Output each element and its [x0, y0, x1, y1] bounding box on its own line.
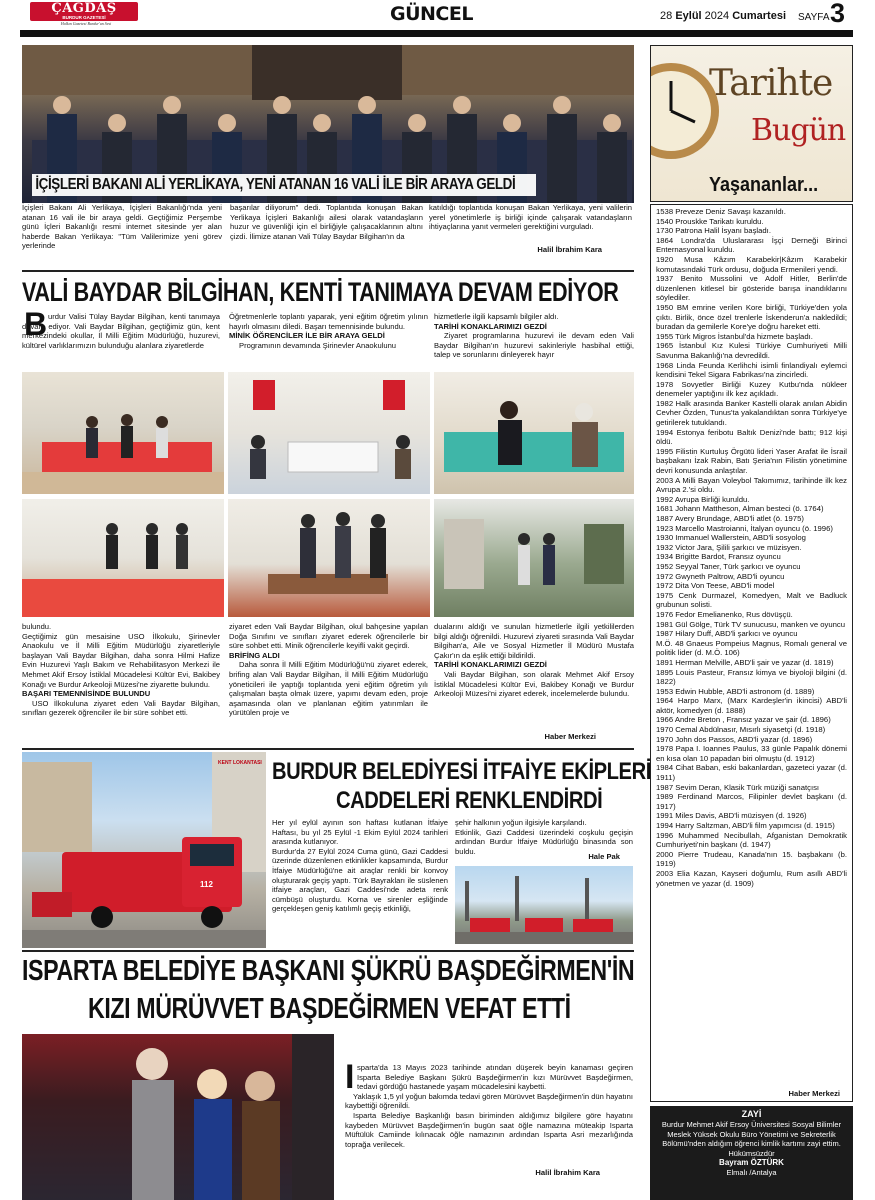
- article2-col2-bottom-text: ziyaret eden Vali Baydar Bilgihan, okul bahçesine yapılan Doğa Sınıfını ve sınıfları ziyaret ederek öğrencilerle bir süre sohbet etti. Minik öğrencilerle keyifli vakit geçirdi.: [229, 622, 428, 651]
- article2-col3-bottom-text: dualarını aldığı ve sunulan hizmetlerle ilgili yetkililerden bilgi aldığı öğrenildi. Huzurevi ziyareti sırasında Vali Baydar Bilgihan'a, Aile ve Sosyal Hizmetler İl Müdürü Mustafa Çakır'ın da eşlik ettiği bildirildi.: [434, 622, 634, 660]
- person-head: [108, 114, 126, 132]
- article2-col1-bottom-b: USO İlkokuluna ziyaret eden Vali Baydar Bilgihan, sınıfları gezerek öğrenciler ile bir süre sohbet etti.: [22, 698, 220, 718]
- article3-col2: şehir halkının yoğun ilgisiyle karşılandı. Etkinlik, Gazi Caddesi üzerindeki coşkulu geçişin ardından Burdur İtfaiye Müdürlüğü binasında son buldu.: [455, 818, 633, 856]
- history-event: 1972 Dita Von Teese, ABD'li model: [656, 581, 775, 591]
- family-illustration: [22, 1034, 334, 1200]
- sidebar-title-line1: Tarihte: [709, 63, 833, 104]
- history-event: 1923 Marcello Mastroianni, İtalyan oyuncu (ö. 1996): [656, 523, 833, 533]
- history-event: 1920 Musa Kâzım Karabekir|Kâzım Karabekir komutasındaki Türk ordusu, doğuda Ermenileri yendi.: [656, 254, 847, 274]
- person-head: [603, 114, 621, 132]
- museum-garden-illustration: [434, 499, 634, 617]
- section-title: GÜNCEL: [390, 3, 473, 25]
- person-body: [597, 132, 627, 203]
- article1-signature: Halil İbrahim Kara: [537, 245, 602, 254]
- article2-col2-top-b: Programının devamında Şirinevler Anaokulunu: [239, 340, 397, 350]
- article2-col2-top-text: Öğretmenlerle toplantı yaparak, yeni eğitim öğretim yılının hayırlı olmasını diledi. Başarı temennisinde bulundu.: [229, 312, 428, 331]
- classroom-illustration-2: [22, 499, 224, 617]
- article4-body1: sparta'da 13 Mayıs 2023 tarihinde atından düşerek beyin kanaması geçiren Isparta Belediye Başkanı Şükrü Başdeğirmen'in kızı Mürüvvet Başdeğirmen, tedavi gördüğü hastanede yaşam mücadelesini kaybetti.: [357, 1063, 633, 1092]
- history-event: 1995 Filistin Kurtuluş Örgütü lideri Yaser Arafat ile İsrail başbakanı İzak Rabin, Batı Şeria'nın Filistin yönetimine devri konusunda anlaştılar.: [656, 446, 847, 476]
- history-event: 1895 Louis Pasteur, Fransız kimya ve biyoloji bilgini (d. 1822): [656, 667, 847, 687]
- article3-headline-line2: CADDELERİ RENKLENDİRDİ: [336, 787, 603, 814]
- person-head: [358, 96, 376, 114]
- office-illustration: [228, 499, 430, 617]
- article4-headline-line2: KIZI MÜRÜVVET BAŞDEĞİRMEN VEFAT ETTİ: [88, 993, 571, 1025]
- page-number: 3: [830, 0, 846, 28]
- classroom-photo-1: [22, 372, 224, 494]
- article2-col1-top: urdur Valisi Tülay Baydar Bilgihan, kenti tanımaya devam ediyor. Vali Baydar Bilgihan, geçtiğimiz gün, kent merkezindeki okullar, İl Milli Eğitim Müdürlüğü, huzurevi, kültürel varlıklarımızın bulunduğu alanlara ziyaretlerde: [22, 312, 220, 350]
- article3-signature: Hale Pak: [588, 852, 620, 861]
- article4-body: [345, 1063, 633, 1149]
- history-event: 1681 Johann Mattheson, Alman besteci (ö. 1764): [656, 504, 824, 514]
- person-head: [553, 96, 571, 114]
- history-event: 1968 Linda Feunda Kerlihchi isimli finlandiyalı eylemci kendisini Tekel Sigara Fabrikası'na zincirledi.: [656, 360, 847, 380]
- sidebar-header: [650, 45, 853, 202]
- history-event: 1992 Avrupa Birliği kuruldu.: [656, 494, 750, 504]
- fire-truck-photo: [22, 752, 266, 948]
- sidebar-signature: Haber Merkezi: [700, 1089, 840, 1098]
- page-label: SAYFA: [798, 12, 830, 23]
- history-event: 1540 Prouskke Tarikatı kuruldu.: [656, 216, 764, 226]
- article4-body2: Yaklaşık 1,5 yıl yoğun bakımda tedavi gören Mürüvvet Başdeğirmen'in dün hayatını kaybettiği öğrenildi.: [345, 1091, 633, 1111]
- article4-dropcap: I: [345, 1058, 355, 1096]
- history-event: 1976 Fedor Emelianenko, Rus dövüşçü.: [656, 609, 793, 619]
- history-event: 1730 Patrona Halil İsyanı başladı.: [656, 226, 771, 236]
- fire-truck-illustration: [22, 752, 266, 948]
- person-head: [408, 114, 426, 132]
- logo-slogan: Halkın Gazetesi Burdur'un Sesi: [60, 21, 112, 26]
- article1-col2: başarılar diliyorum" dedi. Toplantıda konuşan Bakan Yerlikaya İçişleri Bakanlığı ailesi olarak vatandaşların huzur ve güvenliği için el birliğiyle çalışacaklarının altını çizdi. İlimize atanan Vali Tülay Baydar Bilgihan'ın da: [230, 203, 423, 241]
- meeting-illustration: [228, 372, 430, 494]
- article2-col3-bottom-b: Vali Baydar Bilgihan, son olarak Mehmet Akif Ersoy İstiklal Mücadelesi Kültür Evi, Bakibey Konağı ve Burdur Arkeoloji Müzesi'ni ziyaret ederek, incelemelerde bulundu.: [434, 669, 634, 699]
- history-event: 1937 Benito Mussolini ve Adolf Hitler, Berlin'de düzenlenen kitlesel bir gösteride barışa inandıklarını söylediler.: [656, 274, 847, 303]
- article2-col2-bottom-b: Daha sonra İl Milli Eğitim Müdürlüğü'nü ziyaret ederek, brifing alan Vali Baydar Bilgihan, İl Milli Eğitim Müdürlüğü yöneticileri ile yaptığı toplantıda yeni eğitim öğretim yılı çalışmaları başta olmak üzere, yapımı devam eden, proje aşamasında olan ve planlanan eğitim yatırımları ile yürütülen proje ve: [229, 660, 428, 718]
- article2-subhead-basari: BAŞARI TEMENNİSİNDE BULUNDU: [22, 689, 151, 699]
- history-event: 2003 Elia Kazan, Kayseri doğumlu, Rum asıllı ABD'li yönetmen ve yazar (d. 1909): [656, 868, 847, 888]
- person-head: [273, 96, 291, 114]
- fire-convoy-illustration: [455, 866, 633, 944]
- zayi-box: [650, 1106, 853, 1200]
- history-event: 1970 Cemal Abdülnasır, Mısırlı siyasetçi (d. 1918): [656, 725, 826, 735]
- date-weekday: Cumartesi: [732, 10, 787, 22]
- article3-col1: Her yıl eylül ayının son haftası kutlanan İtfaiye Haftası, bu yıl 25 Eylül -1 Ekim Eylül 2024 tarihleri arasında kutlanıyor. Burdur'da 27 Eylül 2024 Cuma günü, Gazi Caddesi üzerinde düzenlenen etkinlikler kapsamında, Burdur İtfaiye Müdürlüğü'ne ait araçlar renkli bir konvoy oluşturarak geçiş yaptı. Türk Bayrakları ile süslenen itfaiye araçları, Gazi Caddesi'nde adeta renk cümbüşü oluşturdu. Korna ve sirenler eşliğinde gerçekleşen geniş katılımlı geçiş etkinliği,: [272, 818, 448, 914]
- history-event: 1975 Cenk Durmazel, Komedyen, Malt ve Badluck grubunun solisti.: [656, 590, 847, 610]
- history-event: 1996 Muhammed Necibullah, Afganistan Demokratik Cumhuriyeti'nin başkanı (d. 1947): [656, 830, 847, 850]
- classroom-illustration-1: [22, 372, 224, 494]
- article1-headline: İÇİŞLERİ BAKANI ALİ YERLİKAYA, YENİ ATANAN 16 VALİ İLE BİR ARAYA GELDİ: [32, 174, 536, 196]
- article2-subhead-tarihi: TARİHİ KONAKLARIMIZI GEZDİ: [434, 660, 547, 670]
- basdegirmen-family-photo: [22, 1034, 334, 1200]
- logo: [30, 2, 138, 21]
- article2-col2-top: [229, 312, 428, 350]
- history-event: 2000 Pierre Trudeau, Kanada'nın 15. başbakanı (b. 1919): [656, 849, 847, 869]
- article4-headline-line1: ISPARTA BELEDİYE BAŞKANI ŞÜKRÜ BAŞDEĞİRMEN'İN: [22, 955, 635, 987]
- history-event: 1987 Hilary Duff, ABD'li şarkıcı ve oyuncu: [656, 629, 798, 639]
- history-event: M.Ö. 48 Gnaeus Pompeius Magnus, Romalı general ve politik lider (d. M.Ö. 106): [656, 638, 847, 658]
- article1-col1: İçişleri Bakanı Ali Yerlikaya, İçişleri Bakanlığı'nda yeni atanan 16 vali ile bir araya geldi. Geçtiğimiz Perşembe günü İçleri Bakanlığı resmi internet sitesinde yer alan haberde Bakan Yerlikaya: "Tüm Valilerimize yeni görev yerlerinde: [22, 203, 222, 251]
- history-event: 1965 İstanbul Kız Kulesi Türkiye Cumhuriyeti Milli Savunma Bakanlığı'na devredildi.: [656, 341, 847, 360]
- history-event: 1970 John dos Passos, ABD'li yazar (d. 1896): [656, 734, 813, 744]
- date-year: 2024: [704, 10, 730, 22]
- sidebar-title-line3: Yaşananlar...: [709, 174, 819, 196]
- history-event: 1955 Türk Migros İstanbul'da hizmete başladı.: [656, 331, 813, 341]
- article2-signature: Haber Merkezi: [544, 732, 596, 741]
- museum-garden-photo: [434, 499, 634, 617]
- article2-headline: VALİ BAYDAR BİLGİHAN, KENTİ TANIMAYA DEVAM EDİYOR: [22, 277, 619, 307]
- history-event: 1538 Preveze Deniz Savaşı kazanıldı.: [656, 207, 786, 216]
- history-event: 2003 A Milli Bayan Voleybol Takımımız, tarihinde ilk kez Avrupa 2.'si oldu.: [656, 475, 847, 495]
- history-event: 1964 Harpo Marx, (Marx Kardeşler'in ikincisi) ABD'li aktör, komedyen (d. 1888): [656, 696, 847, 715]
- person-head: [218, 114, 236, 132]
- article4-signature: Halil İbrahim Kara: [535, 1168, 600, 1177]
- person-head: [453, 96, 471, 114]
- logo-subtitle: BURDUR GAZETESİ: [62, 15, 106, 20]
- history-event: 1953 Edwin Hubble, ABD'li astronom (d. 1889): [656, 686, 815, 696]
- sidebar-title-line2: Bugün: [751, 113, 846, 148]
- history-event: 1950 BM emrine verilen Kore birliği, Türkiye'den yola çıktı. Birlik, önce özel trenlerle İskenderun'a nakledildi; buradan da gemilerle Kore'ye doğru hareket etti.: [656, 302, 847, 332]
- history-event: 1887 Avery Brundage, ABD'li atlet (ö. 1975): [656, 514, 804, 523]
- zayi-place: Elmalı /Antalya: [726, 1168, 777, 1178]
- fire-convoy-photo: [455, 866, 633, 944]
- article3-headline-line1: BURDUR BELEDİYESİ İTFAİYE EKİPLERİ: [272, 758, 651, 785]
- history-event: 1991 Miles Davis, ABD'li müzisyen (d. 1926): [656, 811, 807, 821]
- history-event: 1930 Immanuel Wallerstein, ABD'li sosyolog: [656, 533, 806, 543]
- article2-col3-top-b: Ziyaret programlarına huzurevi ile devam eden Vali Baydar Bilgihan'ın huzurevi sakinleriyle hasbihal ettiği, talep ve sorunlarını dinleyerek hayır: [434, 331, 634, 360]
- article-divider: [22, 270, 634, 272]
- history-event: 1864 Londra'da Uluslararası İşçi Derneği Birinci Enternasyonal kuruldu.: [656, 235, 847, 255]
- person-head: [503, 114, 521, 132]
- masthead-rule: [20, 30, 853, 37]
- logo-text: ÇAĞDAŞ: [51, 1, 117, 16]
- zayi-name: Bayram ÖZTÜRK: [719, 1158, 784, 1168]
- zayi-body: Burdur Mehmet Akif Ersoy Üniversitesi Sosyal Bilimler Meslek Yüksek Okulu Büro Yönetimi ve Sekreterlik Bölümü'nden aldığım öğrenci kimlik kartımı zayi ettim. Hükümsüzdür: [661, 1120, 842, 1158]
- fire-truck-plate: 112: [200, 880, 213, 889]
- history-event: 1981 Gül Gölge, Türk TV sunucusu, manken ve oyuncu: [656, 619, 846, 629]
- date-day: 28: [660, 10, 673, 22]
- date-month: Eylül: [675, 10, 702, 22]
- issue-date: [660, 10, 786, 23]
- shop-sign: KENT LOKANTASI: [218, 760, 262, 766]
- history-event: 1989 Ferdinand Marcos, Filipinler devlet başkanı (d. 1917): [656, 792, 847, 811]
- article2-subhead-huzurevi: TARİHİ KONAKLARIMIZI GEZDİ: [434, 321, 547, 331]
- history-event: 1891 Herman Melville, ABD'li şair ve yazar (d. 1819): [656, 657, 834, 667]
- article-divider: [22, 950, 634, 952]
- article2-dropcap: B: [24, 306, 48, 342]
- history-event: 1987 Sevim Deran, Klasik Türk müziği sanatçısı: [656, 782, 820, 792]
- article1-col3: katıldığı toplantıda konuşan Bakan Yerlikaya, yeni valilerin yerel yönetimlerle iş birliği içinde çalışarak vatandaşların ihtiyaçlarına yanıt vermeleri gerektiğini vurguladı.: [429, 203, 632, 232]
- person-head: [163, 96, 181, 114]
- history-event: 1932 Victor Jara, Şilili şarkıcı ve müzisyen.: [656, 542, 802, 552]
- article2-col3-top: [434, 312, 634, 360]
- history-event: 1994 Harry Saltzman, ABD'li film yapımcısı (d. 1915): [656, 821, 835, 830]
- office-photo: [228, 499, 430, 617]
- history-event: 1978 Sovyetler Birliği Kuzey Kutbu'nda nükleer denemeler yaptığını ilk kez açıkladı.: [656, 379, 847, 399]
- nursing-home-illustration: [434, 372, 634, 494]
- article2-subhead-minik: MİNİK ÖĞRENCİLER İLE BİR ARAYA GELDİ: [229, 331, 385, 341]
- classroom-photo-2: [22, 499, 224, 617]
- history-event: 1972 Gwyneth Paltrow, ABD'li oyuncu: [656, 571, 785, 581]
- history-event: 1934 Brigitte Bardot, Fransız oyuncu: [656, 552, 781, 562]
- article2-col3-top-text: hizmetlerle ilgili kapsamlı bilgiler aldı.: [434, 312, 559, 321]
- history-event: 1984 Cihat Baban, eski bakanlardan, gazeteci yazar (d. 1911): [656, 763, 847, 783]
- history-event: 1966 Andre Breton , Fransız yazar ve şair (d. 1896): [656, 715, 831, 725]
- nursing-home-photo: [434, 372, 634, 494]
- history-event: 1994 Estonya feribotu Baltık Denizi'nde battı; 912 kişi öldü.: [656, 427, 847, 447]
- article2-col1-bottom: [22, 622, 220, 718]
- history-event: 1952 Seyyal Taner, Türk şarkıcı ve oyuncu: [656, 561, 801, 571]
- article2-col3-bottom: [434, 622, 634, 699]
- zayi-title: ZAYİ: [741, 1109, 762, 1119]
- sidebar-events-box: [650, 204, 853, 1102]
- person-head: [313, 114, 331, 132]
- article-divider: [22, 748, 634, 750]
- history-event: 1982 Halk arasında Banker Kastelli olarak anılan Abidin Cevher Özden, Tunus'ta yakalandıktan sonra Türkiye'ye getirilerek tutuklandı.: [656, 398, 847, 428]
- masthead: [0, 0, 875, 30]
- article4-body3: Isparta Belediye Başkanlığı basın biriminden aldığımız bilgilere göre hayatını kaybeden Mürüvvet Başdeğirmen'in bugün saat öğle namazına müteakip Isparta Müftülük Camiinde kılınacak öğle namazının ardından Isparta Asri mezarlığında toprağa verilecek.: [345, 1110, 633, 1149]
- history-event: 1978 Papa I. Ioannes Paulus, 33 günle Papalık dönemi en kısa olan 10 papadan biri olmuştu (d. 1912): [656, 744, 847, 763]
- person-body: [547, 114, 577, 203]
- person-head: [53, 96, 71, 114]
- article2-col1-bottom-text: bulundu. Geçtiğimiz gün mesaisine USO İlkokulu, Şirinevler Anaokulu ve İl Milli Eğitim Müdürlüğü ziyaretleriyle başlayan Vali Baydar Bilgihan, daha sonra Hilmi Hafize Evin Huzurevi Yaşlı Bakım ve Rehabilitasyon Merkezi ile Mehmet Akif Ersoy İstiklal Mücadelesi Kültür Evi, Bakibey Konağı ve Burdur Arkeoloji Müzesi'ne ziyarette bulundu.: [22, 622, 220, 689]
- article2-col2-bottom: [229, 622, 428, 718]
- article2-subhead-brifing: BRİFİNG ALDI: [229, 650, 280, 660]
- meeting-photo: [228, 372, 430, 494]
- today-in-history-list: [656, 207, 847, 888]
